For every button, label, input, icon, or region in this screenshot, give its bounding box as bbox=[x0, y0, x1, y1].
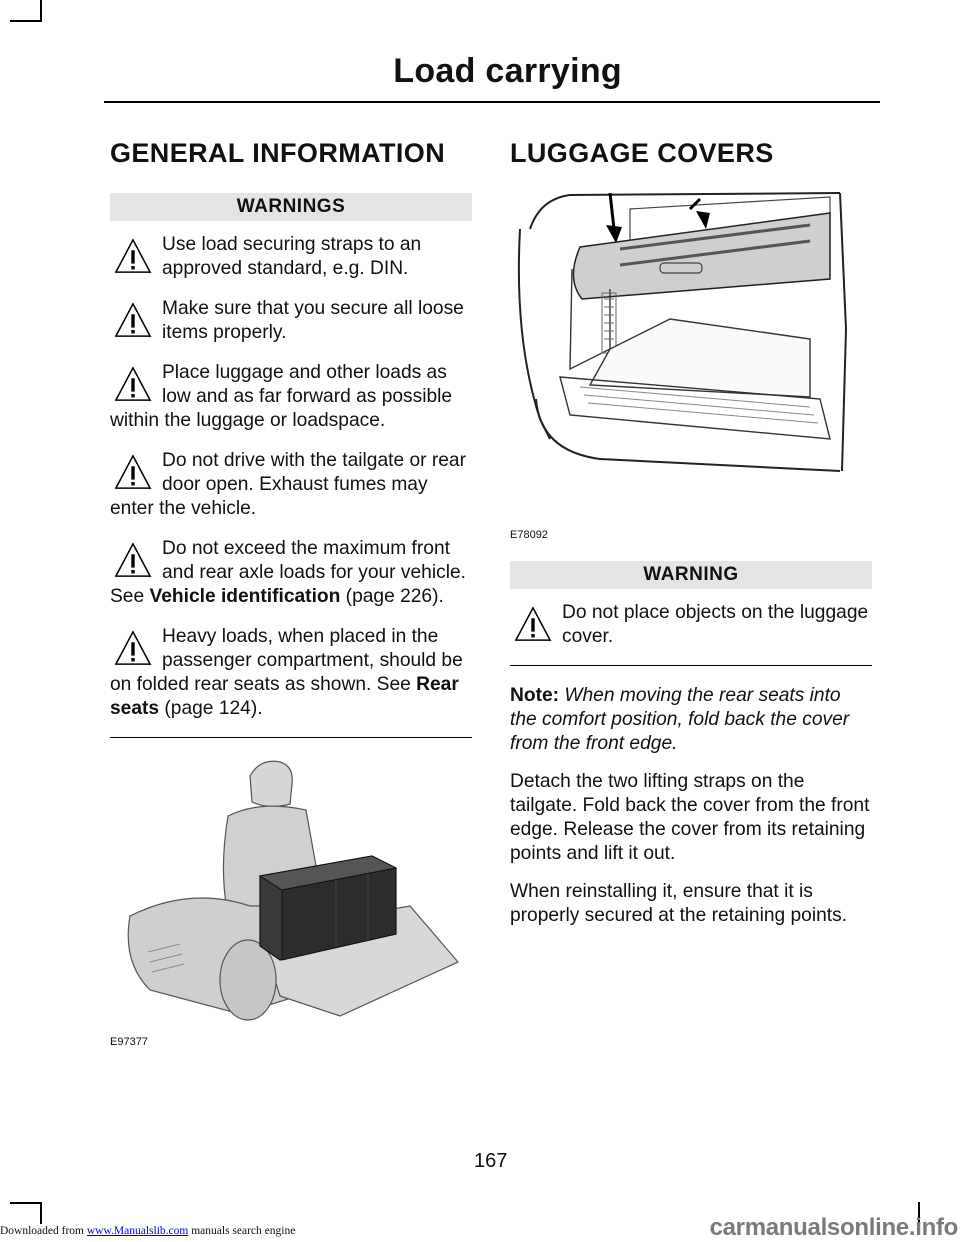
cross-reference-link[interactable]: Vehicle identification bbox=[149, 586, 341, 607]
warning-item bbox=[510, 601, 872, 649]
crop-mark bbox=[40, 0, 42, 22]
crop-mark bbox=[10, 1202, 42, 1204]
warning-icon bbox=[114, 541, 152, 579]
page-reference: (page 226). bbox=[340, 586, 444, 607]
warning-item bbox=[110, 297, 472, 345]
warning-icon bbox=[114, 301, 152, 339]
warning-icon bbox=[114, 237, 152, 275]
paragraph: When reinstalling it, ensure that it is properly secured at the retaining points. bbox=[510, 881, 848, 927]
warning-text: Do not drive with the tailgate or rear door open. Exhaust fumes may enter the vehicle. bbox=[110, 450, 466, 519]
folded-seat-illustration bbox=[110, 756, 472, 1036]
warning-header: WARNING bbox=[510, 561, 872, 589]
manualslib-link[interactable]: www.Manualslib.com bbox=[86, 1225, 189, 1237]
warning-icon bbox=[114, 629, 152, 667]
watermark: carmanualsonline.info bbox=[709, 1214, 958, 1241]
section-title-luggage-covers: LUGGAGE COVERS bbox=[510, 138, 774, 168]
figure-luggage-cover bbox=[510, 189, 872, 541]
page-title: Load carrying bbox=[393, 52, 622, 90]
footer-suffix: manuals search engine bbox=[188, 1225, 296, 1237]
luggage-compartment-illustration bbox=[510, 189, 872, 525]
section-divider bbox=[110, 737, 472, 738]
footer-prefix: Downloaded from bbox=[0, 1225, 87, 1237]
warning-item bbox=[110, 361, 472, 433]
figure-folded-seat bbox=[110, 756, 472, 1048]
note bbox=[510, 684, 872, 756]
cross-reference-link[interactable]: Rear seats bbox=[110, 674, 459, 719]
crop-mark bbox=[40, 1202, 42, 1224]
note-text: When moving the rear seats into the comfort position, fold back the cover from the front edge. bbox=[510, 685, 850, 755]
warning-item bbox=[110, 625, 472, 721]
warning-icon bbox=[514, 605, 552, 643]
warnings-header: WARNINGS bbox=[110, 193, 472, 221]
warning-text: Make sure that you secure all loose items properly. bbox=[162, 298, 464, 343]
warning-text: Do not exceed the maximum front and rear axle loads for your vehicle. See bbox=[110, 538, 466, 607]
warning-item bbox=[110, 537, 472, 609]
figure-code: E97377 bbox=[110, 1036, 148, 1049]
footer bbox=[0, 1225, 295, 1237]
warning-item bbox=[110, 449, 472, 521]
left-column bbox=[110, 138, 472, 1048]
warning-text: Do not place objects on the luggage cover. bbox=[562, 602, 869, 647]
warning-text: Use load securing straps to an approved standard, e.g. DIN. bbox=[162, 234, 422, 279]
warning-item bbox=[110, 233, 472, 281]
section-divider bbox=[510, 665, 872, 666]
section-title-general-information: GENERAL INFORMATION bbox=[110, 138, 446, 168]
warning-icon bbox=[114, 453, 152, 491]
crop-mark bbox=[10, 20, 42, 22]
page-reference: (page 124). bbox=[159, 698, 263, 719]
figure-code: E78092 bbox=[510, 529, 548, 541]
warning-text: Place luggage and other loads as low and as far forward as possible within the luggage or loadspace. bbox=[110, 362, 453, 431]
header-divider bbox=[104, 101, 880, 103]
warning-text: Heavy loads, when placed in the passenger compartment, should be on folded rear seats as shown. See bbox=[110, 626, 463, 695]
right-column bbox=[510, 138, 872, 942]
warning-icon bbox=[114, 365, 152, 403]
paragraph: Detach the two lifting straps on the tailgate. Fold back the cover from the front edge. Release the cover from its retaining points and lift it out. bbox=[510, 771, 870, 865]
page-number: 167 bbox=[474, 1150, 508, 1172]
note-label: Note: bbox=[510, 685, 560, 707]
